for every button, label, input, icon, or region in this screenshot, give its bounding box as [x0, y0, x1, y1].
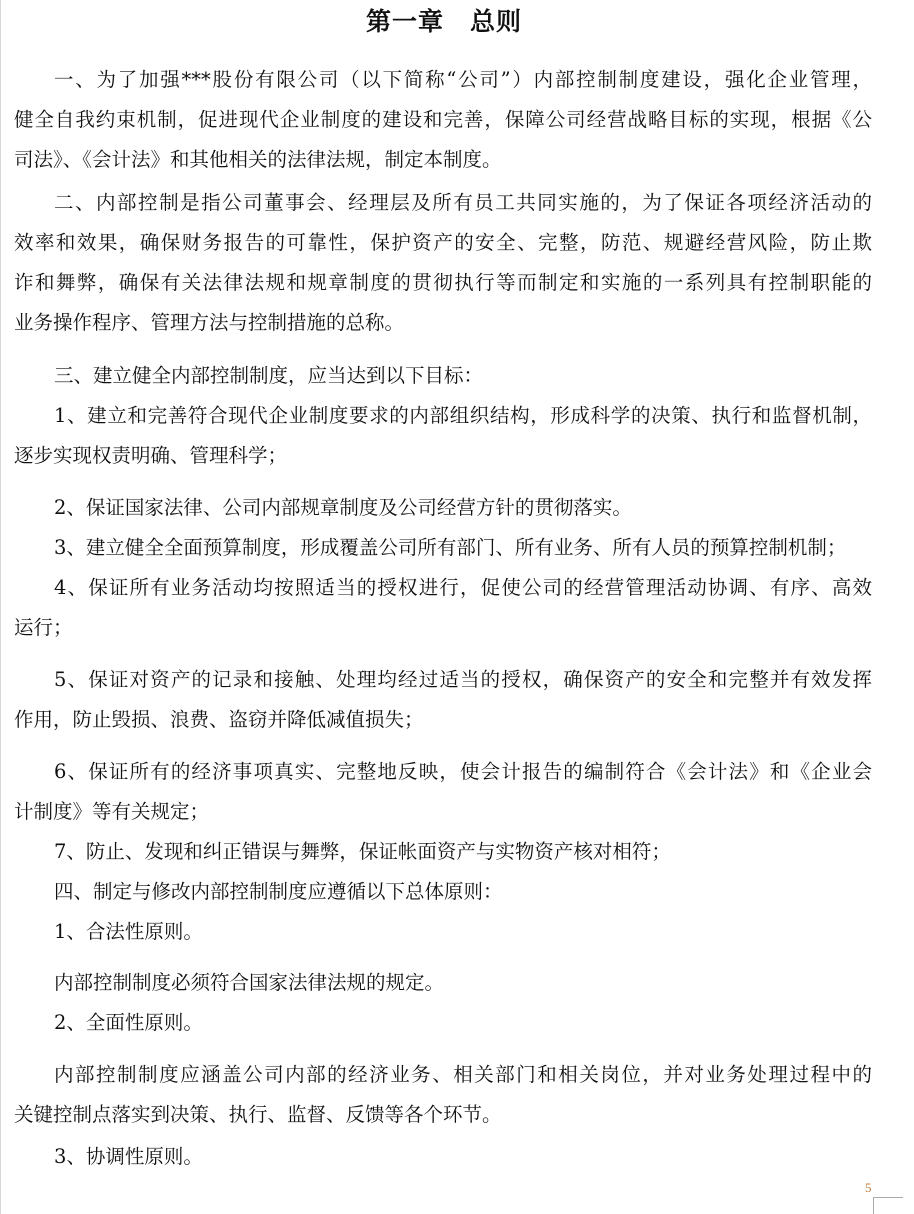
crop-mark — [873, 1197, 874, 1214]
text-line: 关键控制点落实到决策、执行、监督、反馈等各个环节。 — [14, 1103, 502, 1126]
text-line: 7、防止、发现和纠正错误与舞弊，保证帐面资产与实物资产核对相符； — [54, 840, 671, 863]
paragraph — [14, 183, 872, 343]
text-line: 作用，防止毁损、浪费、盗窃并降低减值损失； — [14, 708, 424, 731]
paragraph — [14, 60, 872, 180]
text-line: 司法》、《会计法》和其他相关的法律法规，制定本制度。 — [14, 148, 502, 171]
text-line: 6、保证所有的经济事项真实、完整地反映，使会计报告的编制符合《会计法》和《企业会 — [54, 760, 872, 783]
text-line: 运行； — [14, 616, 73, 639]
paragraph — [14, 1055, 872, 1135]
paragraph — [14, 752, 872, 832]
paragraph — [14, 660, 872, 740]
text-line: 1、建立和完善符合现代企业制度要求的内部组织结构，形成科学的决策、执行和监督机制， — [54, 404, 872, 427]
crop-mark — [873, 1197, 903, 1198]
page-number: 5 — [865, 1180, 872, 1195]
paragraph — [14, 912, 872, 952]
text-line: 效率和效果，确保财务报告的可靠性，保护资产的安全、完整，防范、规避经营风险，防止欺 — [14, 231, 872, 254]
text-line: 四、制定与修改内部控制制度应遵循以下总体原则： — [54, 880, 503, 903]
paragraph — [14, 488, 872, 528]
text-line: 计制度》等有关规定； — [14, 800, 210, 823]
text-line: 1、合法性原则。 — [54, 920, 203, 943]
paragraph — [14, 1003, 872, 1043]
page-left-edge — [0, 0, 1, 1214]
paragraph — [14, 1137, 872, 1177]
text-line: 诈和舞弊，确保有关法律法规和规章制度的贯彻执行等而制定和实施的一系列具有控制职能的 — [14, 271, 872, 294]
text-line: 健全自我约束机制，促进现代企业制度的建设和完善，保障公司经营战略目标的实现，根据《公 — [14, 108, 872, 131]
paragraph — [14, 963, 872, 1003]
text-line: 2、全面性原则。 — [54, 1011, 203, 1034]
text-line: 3、协调性原则。 — [54, 1145, 203, 1168]
text-line: 一、为了加强***股份有限公司（以下简称“公司”）内部控制制度建设，强化企业管理， — [54, 68, 872, 91]
chapter-title: 第一章 总则 — [365, 7, 522, 36]
text-line: 5、保证对资产的记录和接触、处理均经过适当的授权，确保资产的安全和完整并有效发挥 — [54, 668, 872, 691]
text-line: 逐步实现权责明确、管理科学； — [14, 444, 288, 467]
text-line: 3、建立健全全面预算制度，形成覆盖公司所有部门、所有业务、所有人员的预算控制机制； — [54, 536, 847, 559]
paragraph — [14, 568, 872, 648]
paragraph — [14, 832, 872, 872]
paragraph — [14, 528, 872, 568]
text-line: 二、内部控制是指公司董事会、经理层及所有员工共同实施的，为了保证各项经济活动的 — [54, 191, 872, 214]
text-line: 2、保证国家法律、公司内部规章制度及公司经营方针的贯彻落实。 — [54, 496, 632, 519]
text-line: 4、保证所有业务活动均按照适当的授权进行，促使公司的经营管理活动协调、有序、高效 — [54, 576, 872, 599]
paragraph — [14, 872, 872, 912]
paragraph — [14, 396, 872, 476]
text-line: 内部控制制度应涵盖公司内部的经济业务、相关部门和相关岗位，并对业务处理过程中的 — [54, 1063, 872, 1086]
text-line: 业务操作程序、管理方法与控制措施的总称。 — [14, 311, 405, 334]
text-line: 内部控制制度必须符合国家法律法规的规定。 — [54, 971, 445, 994]
paragraph — [14, 356, 872, 396]
text-line: 三、建立健全内部控制制度，应当达到以下目标： — [54, 364, 484, 387]
